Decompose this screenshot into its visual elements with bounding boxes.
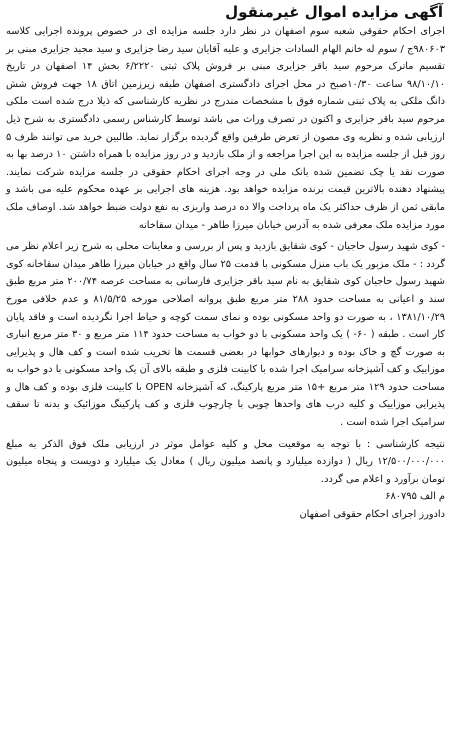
notice-paragraph-property: - کوی شهید رسول حاجیان - کوی شقایق بازدید و پس از بررسی و معاینات محلی به شرح زیر اعلام نظر می گردد : - ملک مزبور یک باب منزل مسکونی با قدمت ۲۵ سال واقع در خیابان میرزا طاهر میدان سقاخانه کوی شهید رسول حاجیان کوی شقایق به نام سید باقر جزایری فارسانی به مساحت عرصه ۲۰۰/۷۴ متر مربع طبق سند و اعیانی به مساحت حدود ۲۸۸ متر مربع طبق پروانه اصلاحی مورخه ۸۱/۵/۲۵ و عدم خلافی مورخ ۱۳۸۱/۱۰/۲۹ ، به صورت دو واحد مسکونی بوده و نمای سمت کوچه و حیاط اجرا نگردیده است و فاقد پایان کار است . طبقه ( ۶۰- ) یک واحد مسکونی با دو خواب به مساحت حدود ۱۱۴ متر مربع و ۳۰ متر مربع انباری به صورت گچ و خاک بوده و دیوارهای خوابها در بعضی قسمت ها تخریب شده است و کف هال و پذیرایی موزاییک و کف آشپزخانه سرامیک اجرا شده با کابینت فلزی و طبقه بالای آن یک واحد مسکونی با دو خواب به مساحت حدود ۱۲۹ متر مربع +۱۵ متر مربع پارکینگ، که آشپزخانه OPEN با کابینت فلزی بوده و کف هال و پذیرایی موزاییک و کلیه درب های واحدها چوبی با چارچوب فلزی و کف پارکینگ موزائیک و بدنه تا سقف سرامیک اجرا شده است . <box>6 241 446 429</box>
notice-title: آگهی مزایده اموال غیرمنقول <box>225 3 443 21</box>
notice-paragraph-auction: اجرای احکام حقوقی شعبه سوم اصفهان در نظر دارد جلسه مزایده ای در خصوص پرونده اجرایی کلاسه ۹۸۰۶۰۳ج / سوم له خانم الهام السادات جزایری و علیه آقایان سید رضا جزایری و سید مجید جزایری مبنی بر تقسیم ماترک مرحوم سید باقر جزایری مبنی بر فروش پلاک ثبتی ۶/۲۲۲۰ بخش ۱۴ اصفهان در تاریخ ۹۸/۱۰/۱۰ ساعت ۱۰/۳۰صبح در محل اجرای دادگستری اصفهان طبقه زیرزمین اتاق ۱۸ جهت فروش شش دانگ ملکی به پلاک ثبتی شماره فوق با مشخصات مندرج در نظریه کارشناسی که ذیلا درج شده است ملکی مرحوم سید باقر جزایری و اکنون در تصرف وراث می باشد توسط کارشناس رسمی دادگستری به شرح ذیل ارزیابی شده و نظریه وی مصون از تعرض طرفین واقع گردیده برگزار نماید. طالبین خرید می توانند ظرف ۵ روز قبل از جلسه مزایده به این اجرا مراجعه و از ملک بازدید و در روز مزایده با همراه داشتن ۱۰ درصد بها به صورت نقد یا چک تضمین شده بانک ملی در وجه اجرای احکام حقوقی در جلسه مزایده شرکت نمایند. پیشنهاد دهنده بالاترین قیمت برنده مزایده خواهد بود. هزینه های اجرایی بر عهده محکوم علیه می باشد و مابقی ثمن از ظرف حداکثر یک ماه پرداخت والا ده درصد واریزی به نفع دولت ضبط خواهد شد. اوصاف ملک مورد مزایده ملک معرفی شده به آدرس خیابان میرزا طاهر - میدان سقاخانه <box>6 26 445 231</box>
notice-signature: دادورز اجرای احکام حقوقی اصفهان <box>299 509 445 521</box>
notice-paragraph-valuation: نتیجه کارشناسی : با توجه به موقعیت محل و کلیه عوامل موثر در ارزیابی ملک فوق الذکر به مبلغ ۱۲/۵۰۰/۰۰۰/۰۰۰ ریال ( دوازده میلیارد و پانصد میلیون ریال ) معادل یک میلیارد و دویست و پنجاه میلیون تومان برآورد و اعلام می گردد. <box>6 438 445 485</box>
notice-code: م الف ۶۸۰۷۹۵ <box>385 491 445 503</box>
